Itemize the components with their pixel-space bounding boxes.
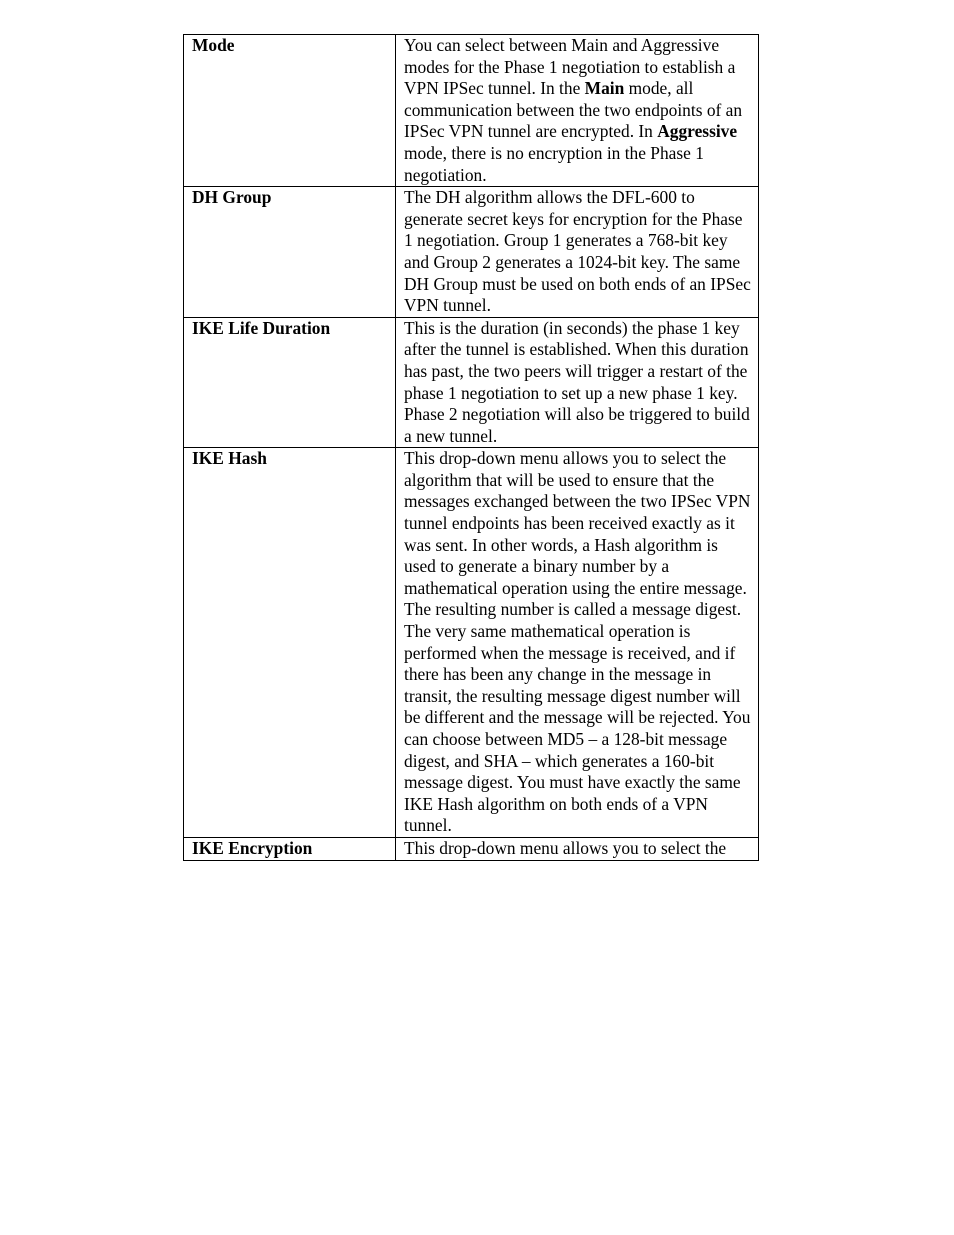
description-text: This is the duration (in seconds) the phase 1 key after the tunnel is established. When this duration has past, the two peers will trigger a restart of the phase 1 negotiation to set up a new phase 1 key. Phase 2 negotiation will also be triggered to build a new tunnel. bbox=[404, 317, 750, 446]
description-text: You can select between Main and Aggressive modes for the Phase 1 negotiation to establish a VPN IPSec tunnel. In the bbox=[404, 35, 736, 99]
description-cell bbox=[396, 317, 759, 448]
table-row bbox=[184, 837, 759, 860]
definitions-table-body bbox=[184, 35, 759, 861]
description-text: The DH algorithm allows the DFL-600 to generate secret keys for encryption for the Phase 1 negotiation. Group 1 generates a 768-bit key and Group 2 generates a 1024-bit key. The same DH Group must be used on both ends of an IPSec VPN tunnel. bbox=[404, 187, 751, 316]
description-emphasis: Aggressive bbox=[657, 121, 738, 142]
term-cell: IKE Hash bbox=[184, 448, 396, 838]
table-row bbox=[184, 448, 759, 838]
description-cell bbox=[396, 35, 759, 187]
term-cell: DH Group bbox=[184, 187, 396, 318]
description-cell bbox=[396, 448, 759, 838]
description-emphasis: Main bbox=[584, 78, 625, 99]
description-text: This drop-down menu allows you to select the bbox=[404, 837, 727, 858]
table-row bbox=[184, 187, 759, 318]
description-text: This drop-down menu allows you to select the algorithm that will be used to ensure that the messages exchanged between the two IPSec VPN tunnel endpoints has been received exactly as it was sent. In other words, a Hash algorithm is used to generate a binary number by a mathematical operation using the entire message. The resulting number is called a message digest. The very same mathematical operation is performed when the message is received, and if there has been any change in the message in transit, the resulting message digest number will be different and the message will be rejected. You can choose between MD5 – a 128-bit message digest, and SHA – which generates a 160-bit message digest. You must have exactly the same IKE Hash algorithm on both ends of a VPN tunnel. bbox=[404, 448, 751, 836]
table-row bbox=[184, 317, 759, 448]
term-cell: IKE Encryption bbox=[184, 837, 396, 860]
table-row bbox=[184, 35, 759, 187]
term-cell: Mode bbox=[184, 35, 396, 187]
term-cell: IKE Life Duration bbox=[184, 317, 396, 448]
description-cell bbox=[396, 187, 759, 318]
description-text: mode, there is no encryption in the Phase 1 negotiation. bbox=[404, 142, 704, 185]
description-cell bbox=[396, 837, 759, 860]
definitions-table bbox=[183, 34, 759, 861]
description-text: mode, all communication between the two endpoints of an IPSec VPN tunnel are encrypted. In bbox=[404, 78, 743, 142]
